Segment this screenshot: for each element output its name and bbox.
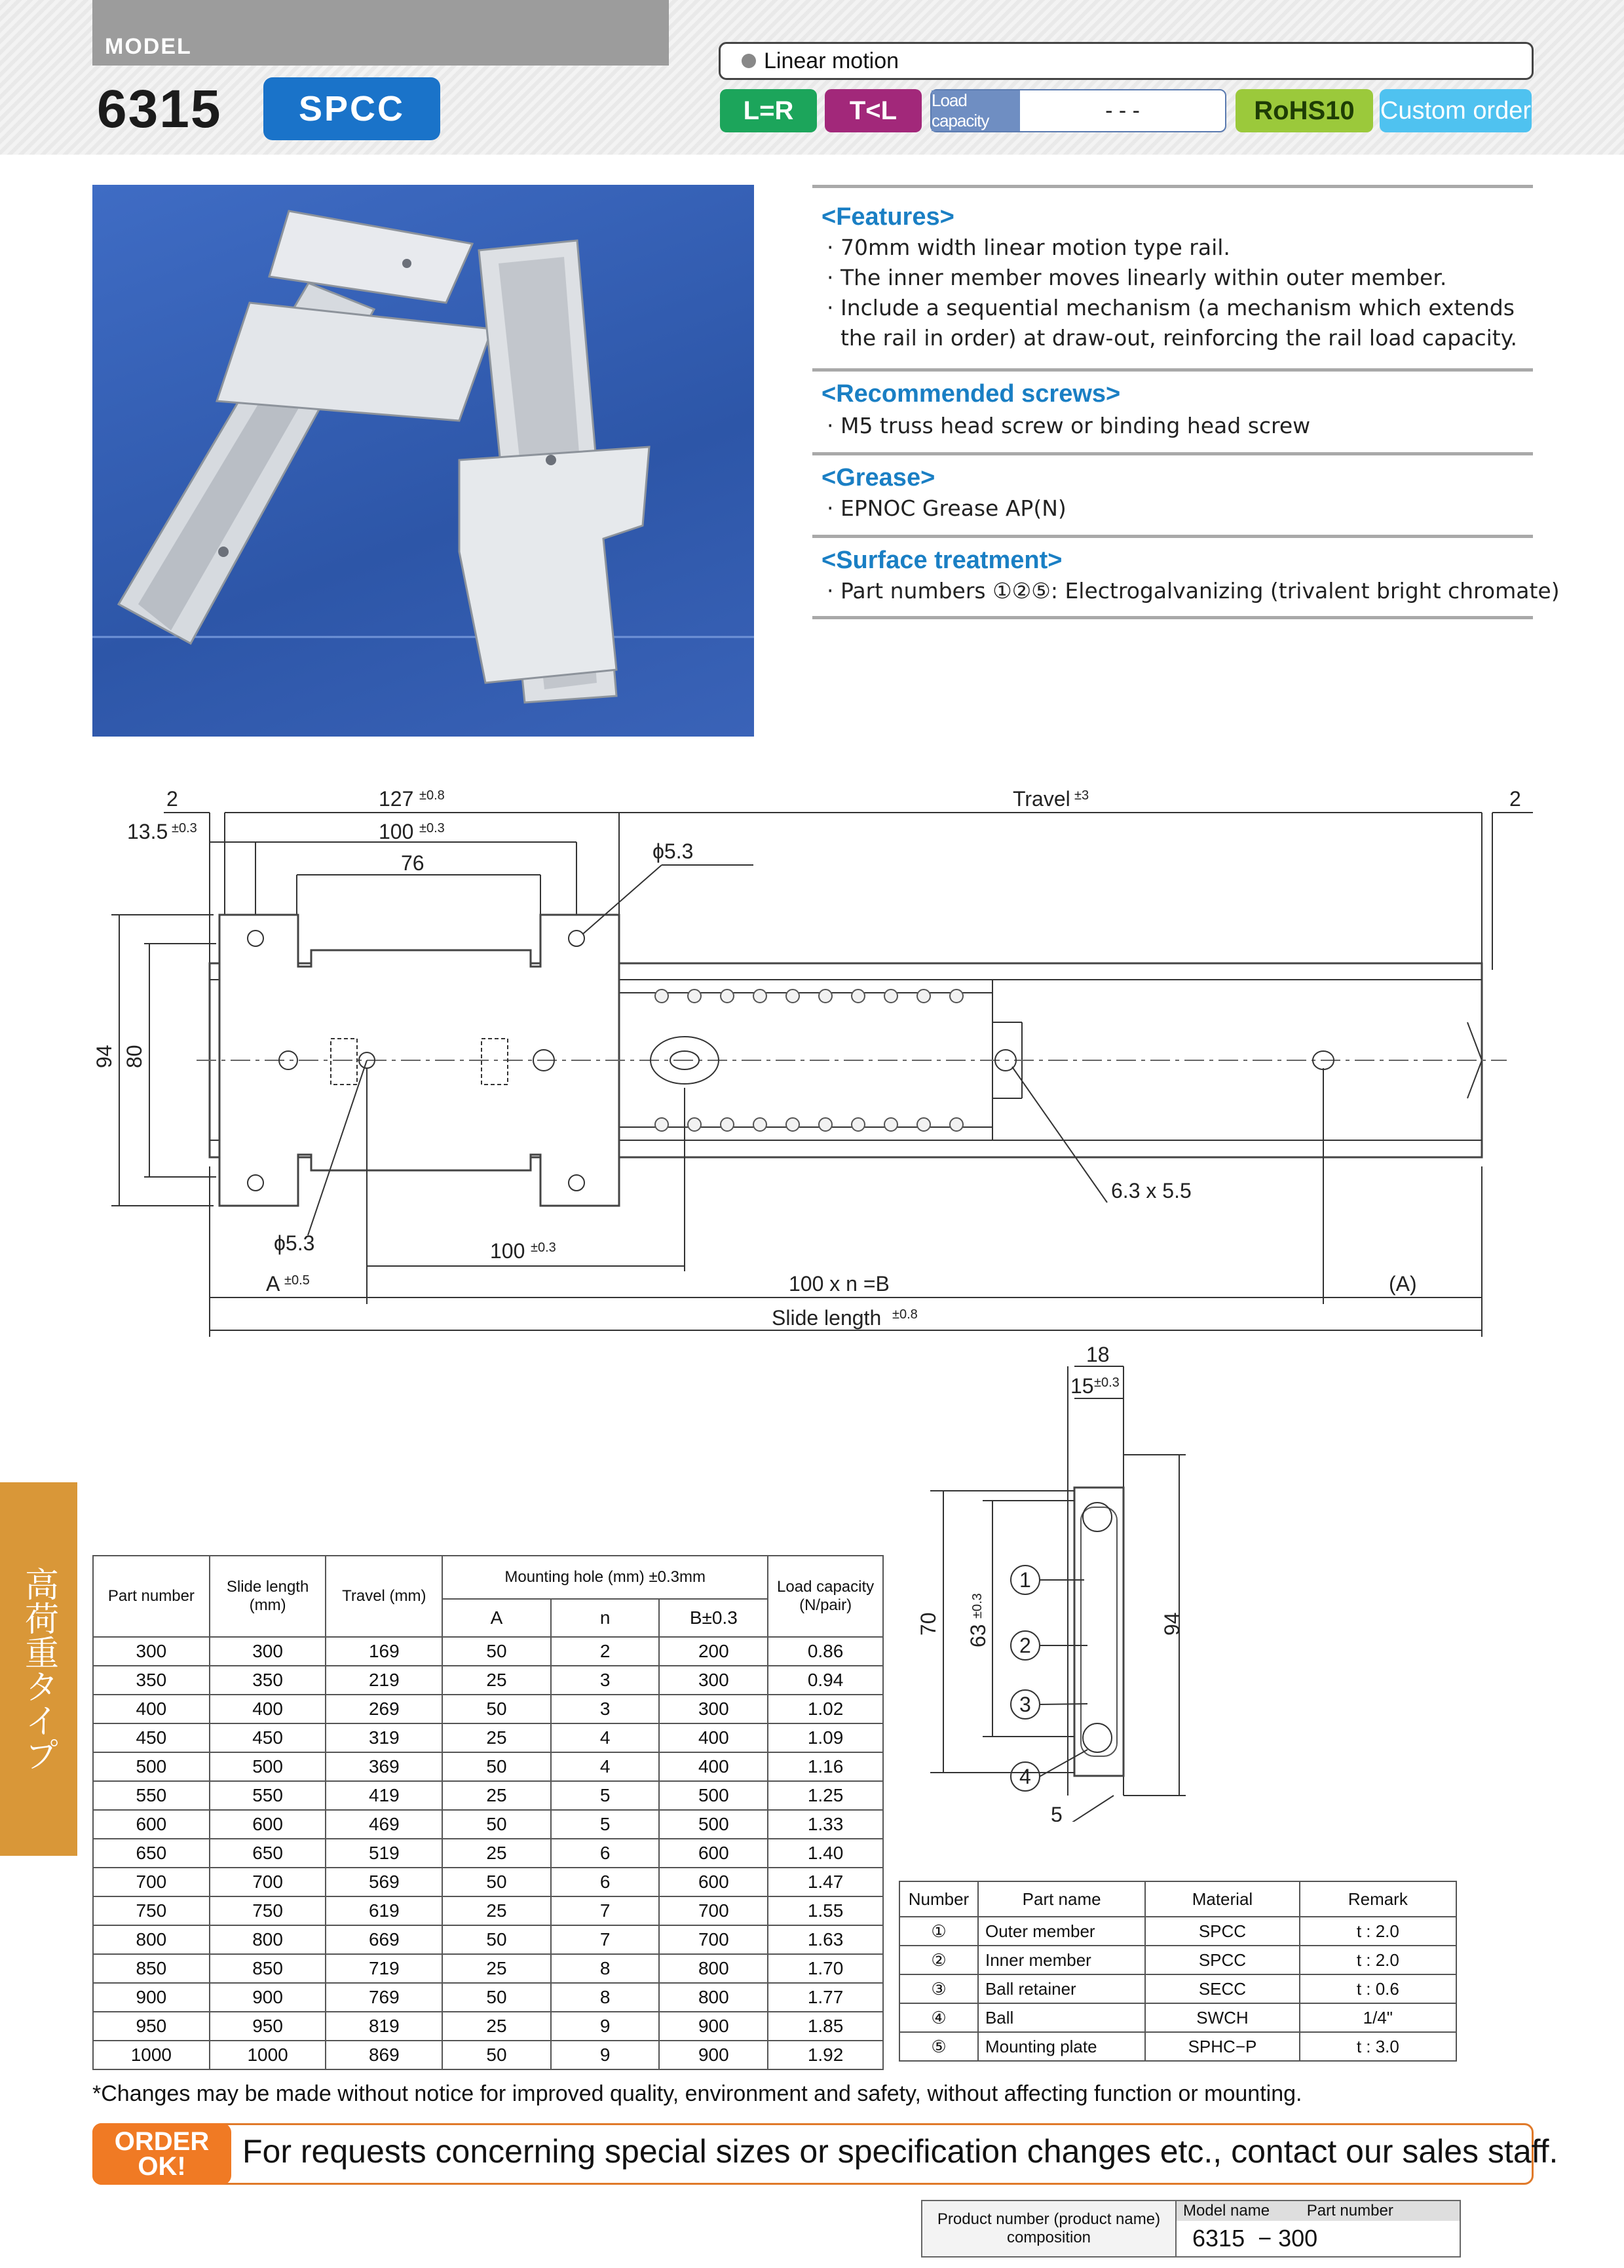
parts-cell: SECC <box>1145 1974 1299 2003</box>
dim-94: 94 <box>92 1045 116 1068</box>
parts-cell: Inner member <box>978 1946 1145 1974</box>
product-photo <box>92 185 754 737</box>
parts-table-body <box>899 1917 1456 2061</box>
product-number-composition <box>921 2200 1461 2258</box>
parts-row <box>899 2032 1456 2061</box>
bullet-dot-icon <box>742 54 756 68</box>
spec-cell: 400 <box>93 1695 210 1723</box>
spec-cell: 900 <box>210 1983 326 2012</box>
spec-cell: 950 <box>210 2012 326 2041</box>
spec-cell: 0.94 <box>768 1666 883 1695</box>
spec-cell: 400 <box>659 1723 768 1752</box>
spec-cell: 3 <box>551 1666 660 1695</box>
dim-13-5: 13.5 <box>127 820 168 843</box>
spec-cell: 300 <box>93 1637 210 1666</box>
spec-cell: 300 <box>210 1637 326 1666</box>
spec-cell: 800 <box>659 1983 768 2012</box>
spec-table-body <box>93 1637 883 2069</box>
parts-cell: Mounting plate <box>978 2032 1145 2061</box>
spec-cell: 1.47 <box>768 1868 883 1896</box>
spec-cell: 700 <box>659 1896 768 1925</box>
section-dim-63-tol: ±0.3 <box>970 1593 985 1619</box>
features-line-4: the rail in order) at draw-out, reinforcing the rail load capacity. <box>827 325 1518 351</box>
header-load-capacity: Load capacity (N/pair) <box>768 1556 883 1637</box>
dim-a-paren: (A) <box>1389 1272 1417 1296</box>
parts-cell: Outer member <box>978 1917 1145 1946</box>
spec-cell: 300 <box>659 1666 768 1695</box>
slide-rail-photo-illustration <box>92 185 754 737</box>
spec-cell: 800 <box>210 1925 326 1954</box>
grease-line-1: · EPNOC Grease AP(N) <box>827 495 1067 521</box>
parts-cell: SPCC <box>1145 1946 1299 1974</box>
spec-cell: 219 <box>326 1666 442 1695</box>
spec-cell: 500 <box>659 1810 768 1839</box>
spec-cell: 2 <box>551 1637 660 1666</box>
spec-cell: 25 <box>442 1723 551 1752</box>
callout-2: 2 <box>1019 1634 1031 1657</box>
spec-cell: 550 <box>210 1781 326 1810</box>
spec-cell: 869 <box>326 2041 442 2069</box>
surface-line-1: · Part numbers ①②⑤: Electrogalvanizing (trivalent bright chromate) <box>827 578 1560 604</box>
spec-cell: 1.09 <box>768 1723 883 1752</box>
parts-cell: Ball <box>978 2003 1145 2032</box>
header-slide-length: Slide length (mm) <box>210 1556 326 1637</box>
dim-slot: 6.3 x 5.5 <box>1111 1179 1192 1202</box>
spec-row <box>93 1637 883 1666</box>
spec-cell: 669 <box>326 1925 442 1954</box>
callout-3: 3 <box>1019 1693 1031 1716</box>
spec-row <box>93 2012 883 2041</box>
model-label: MODEL <box>105 34 192 59</box>
spec-cell: 50 <box>442 1637 551 1666</box>
features-line-3: · Include a sequential mechanism (a mechanism which extends <box>827 295 1515 320</box>
spec-cell: 850 <box>93 1954 210 1983</box>
surface-bottom-rule <box>812 616 1533 619</box>
screws-line-1: · M5 truss head screw or binding head screw <box>827 413 1311 438</box>
spec-cell: 1000 <box>210 2041 326 2069</box>
spec-cell: 350 <box>210 1666 326 1695</box>
model-number: 6315 <box>97 79 222 139</box>
spec-cell: 1.33 <box>768 1810 883 1839</box>
spec-cell: 719 <box>326 1954 442 1983</box>
spec-cell: 550 <box>93 1781 210 1810</box>
spec-cell: 500 <box>659 1781 768 1810</box>
dim-2-right: 2 <box>1509 787 1521 811</box>
grease-rule <box>812 452 1533 455</box>
load-capacity-value: - - - <box>1105 98 1140 123</box>
spec-cell: 400 <box>659 1752 768 1781</box>
spec-cell: 369 <box>326 1752 442 1781</box>
spec-cell: 50 <box>442 1695 551 1723</box>
spec-cell: 900 <box>93 1983 210 2012</box>
spec-cell: 400 <box>210 1695 326 1723</box>
order-text: For requests concerning special sizes or specification changes etc., contact our sales staff. <box>242 2133 1558 2170</box>
grease-heading: <Grease> <box>821 464 935 491</box>
composition-model-name-label: Model name <box>1183 2202 1270 2220</box>
spec-row <box>93 1752 883 1781</box>
section-dim-63: 63 <box>966 1624 990 1647</box>
order-ok-badge <box>92 2123 231 2185</box>
header-travel: Travel (mm) <box>326 1556 442 1637</box>
dim-76: 76 <box>401 851 425 875</box>
spec-cell: 50 <box>442 1752 551 1781</box>
dim-travel-tol: ±3 <box>1074 788 1089 803</box>
spec-cell: 25 <box>442 1781 551 1810</box>
dim-b: 100 x n =B <box>789 1272 890 1296</box>
parts-header-material: Material <box>1145 1881 1299 1917</box>
spec-cell: 1.55 <box>768 1896 883 1925</box>
parts-cell: Ball retainer <box>978 1974 1145 2003</box>
screws-rule <box>812 368 1533 372</box>
parts-cell: t : 3.0 <box>1300 2032 1456 2061</box>
spec-cell: 769 <box>326 1983 442 2012</box>
spec-cell: 450 <box>210 1723 326 1752</box>
section-dim-70: 70 <box>916 1612 940 1636</box>
spec-cell: 600 <box>93 1810 210 1839</box>
parts-table <box>899 1881 1457 2062</box>
spec-cell: 750 <box>210 1896 326 1925</box>
features-line-1: · 70mm width linear motion type rail. <box>827 235 1230 260</box>
tl-tag: T<L <box>825 89 922 132</box>
spec-row <box>93 1839 883 1868</box>
parts-cell: ① <box>899 1917 978 1946</box>
spec-cell: 269 <box>326 1695 442 1723</box>
spec-cell: 619 <box>326 1896 442 1925</box>
spec-cell: 1.63 <box>768 1925 883 1954</box>
spec-cell: 1.77 <box>768 1983 883 2012</box>
spec-row <box>93 1983 883 2012</box>
spec-cell: 0.86 <box>768 1637 883 1666</box>
spec-cell: 900 <box>659 2041 768 2069</box>
spec-cell: 600 <box>659 1839 768 1868</box>
spec-cell: 25 <box>442 1666 551 1695</box>
spec-cell: 1.16 <box>768 1752 883 1781</box>
spec-cell: 819 <box>326 2012 442 2041</box>
spec-cell: 950 <box>93 2012 210 2041</box>
load-capacity-label: Load capacity <box>932 90 1020 131</box>
parts-header-remark: Remark <box>1300 1881 1456 1917</box>
spec-cell: 25 <box>442 1896 551 1925</box>
changes-note: *Changes may be made without notice for improved quality, environment and safety, without affecting function or mounting. <box>92 2081 1302 2106</box>
spec-cell: 700 <box>659 1925 768 1954</box>
section-dim-18: 18 <box>1086 1343 1110 1366</box>
spec-row <box>93 1896 883 1925</box>
spec-cell: 200 <box>659 1637 768 1666</box>
spec-cell: 9 <box>551 2012 660 2041</box>
parts-row <box>899 2003 1456 2032</box>
spec-cell: 25 <box>442 1839 551 1868</box>
dim-a: A <box>266 1272 280 1296</box>
spec-cell: 650 <box>210 1839 326 1868</box>
spec-cell: 1.25 <box>768 1781 883 1810</box>
screws-heading: <Recommended screws> <box>821 380 1121 408</box>
spec-cell: 4 <box>551 1723 660 1752</box>
spec-cell: 1000 <box>93 2041 210 2069</box>
parts-header-name: Part name <box>978 1881 1145 1917</box>
spec-cell: 600 <box>210 1810 326 1839</box>
parts-cell: SPHC−P <box>1145 2032 1299 2061</box>
spec-cell: 1.40 <box>768 1839 883 1868</box>
spec-cell: 850 <box>210 1954 326 1983</box>
dim-2-left: 2 <box>166 787 178 811</box>
spec-cell: 4 <box>551 1752 660 1781</box>
parts-cell: t : 2.0 <box>1300 1917 1456 1946</box>
parts-cell: ⑤ <box>899 2032 978 2061</box>
spec-cell: 50 <box>442 2041 551 2069</box>
parts-row <box>899 1974 1456 2003</box>
spec-cell: 319 <box>326 1723 442 1752</box>
rohs-tag: RoHS10 <box>1236 89 1373 132</box>
spec-row <box>93 1723 883 1752</box>
spec-cell: 1.85 <box>768 2012 883 2041</box>
spec-cell: 1.92 <box>768 2041 883 2069</box>
spec-row <box>93 2041 883 2069</box>
spec-cell: 800 <box>93 1925 210 1954</box>
composition-value: 6315 − 300 <box>1176 2221 1460 2257</box>
header-n: n <box>551 1599 660 1637</box>
parts-cell: SWCH <box>1145 2003 1299 2032</box>
lr-tag: L=R <box>720 89 817 132</box>
parts-row <box>899 1917 1456 1946</box>
spec-table <box>92 1555 884 2070</box>
dim-a-tol: ±0.5 <box>284 1273 310 1288</box>
spec-row <box>93 1954 883 1983</box>
dim-phi-bottom: ϕ5.3 <box>274 1231 315 1255</box>
dim-100-bottom-tol: ±0.3 <box>531 1240 556 1255</box>
parts-cell: SPCC <box>1145 1917 1299 1946</box>
header-mounting-hole: Mounting hole (mm) ±0.3mm <box>442 1556 768 1599</box>
load-capacity-tag <box>930 89 1226 132</box>
order-badge-line2: OK! <box>138 2152 186 2181</box>
spec-cell: 25 <box>442 2012 551 2041</box>
dim-127-tol: ±0.8 <box>419 788 445 803</box>
spec-row <box>93 1695 883 1723</box>
spec-cell: 6 <box>551 1839 660 1868</box>
dim-slide-tol: ±0.8 <box>892 1307 918 1322</box>
spec-row <box>93 1666 883 1695</box>
spec-cell: 50 <box>442 1983 551 2012</box>
parts-cell: ③ <box>899 1974 978 2003</box>
dim-127: 127 <box>379 787 414 811</box>
spec-row <box>93 1868 883 1896</box>
spec-cell: 700 <box>210 1868 326 1896</box>
features-heading: <Features> <box>821 203 954 231</box>
surface-rule <box>812 535 1533 538</box>
spec-cell: 5 <box>551 1781 660 1810</box>
spec-cell: 350 <box>93 1666 210 1695</box>
parts-cell: ④ <box>899 2003 978 2032</box>
material-badge: SPCC <box>263 77 440 140</box>
spec-cell: 50 <box>442 1868 551 1896</box>
callout-5: 5 <box>1051 1803 1063 1822</box>
spec-row <box>93 1925 883 1954</box>
surface-heading: <Surface treatment> <box>821 547 1063 574</box>
spec-cell: 500 <box>93 1752 210 1781</box>
spec-cell: 50 <box>442 1925 551 1954</box>
spec-cell: 25 <box>442 1954 551 1983</box>
spec-cell: 50 <box>442 1810 551 1839</box>
spec-cell: 1.70 <box>768 1954 883 1983</box>
parts-cell: t : 2.0 <box>1300 1946 1456 1974</box>
order-badge-line1: ORDER <box>114 2127 210 2156</box>
section-dim-94: 94 <box>1160 1612 1184 1636</box>
dim-phi-top: ϕ5.3 <box>652 839 694 863</box>
parts-cell: ② <box>899 1946 978 1974</box>
callout-4: 4 <box>1019 1765 1031 1788</box>
spec-cell: 419 <box>326 1781 442 1810</box>
header-a: A <box>442 1599 551 1637</box>
custom-order-tag: Custom order <box>1380 89 1532 132</box>
spec-cell: 700 <box>93 1868 210 1896</box>
spec-cell: 569 <box>326 1868 442 1896</box>
spec-row <box>93 1810 883 1839</box>
spec-cell: 650 <box>93 1839 210 1868</box>
motion-type-box <box>719 42 1534 80</box>
spec-cell: 600 <box>659 1868 768 1896</box>
section-dim-15-tol: ±0.3 <box>1094 1375 1120 1390</box>
features-rule <box>812 185 1533 188</box>
spec-cell: 450 <box>93 1723 210 1752</box>
spec-cell: 9 <box>551 2041 660 2069</box>
spec-cell: 6 <box>551 1868 660 1896</box>
dim-100-top: 100 <box>379 820 414 843</box>
dim-80: 80 <box>123 1045 146 1068</box>
spec-cell: 1.02 <box>768 1695 883 1723</box>
spec-cell: 169 <box>326 1637 442 1666</box>
callout-1: 1 <box>1019 1568 1031 1592</box>
spec-cell: 8 <box>551 1954 660 1983</box>
spec-cell: 7 <box>551 1925 660 1954</box>
header-part-number: Part number <box>93 1556 210 1637</box>
dim-100-bottom: 100 <box>490 1239 525 1263</box>
spec-cell: 900 <box>659 2012 768 2041</box>
dim-travel: Travel <box>1013 787 1070 811</box>
spec-cell: 5 <box>551 1810 660 1839</box>
parts-cell: t : 0.6 <box>1300 1974 1456 2003</box>
parts-row <box>899 1946 1456 1974</box>
side-category-tab: 高荷重タイプ <box>0 1482 77 1856</box>
spec-cell: 519 <box>326 1839 442 1868</box>
dim-100-top-tol: ±0.3 <box>419 821 445 836</box>
composition-label: Product number (product name) composition <box>922 2201 1176 2257</box>
parts-header-number: Number <box>899 1881 978 1917</box>
spec-cell: 800 <box>659 1954 768 1983</box>
header-b: B±0.3 <box>659 1599 768 1637</box>
spec-cell: 7 <box>551 1896 660 1925</box>
spec-row <box>93 1781 883 1810</box>
spec-cell: 300 <box>659 1695 768 1723</box>
parts-cell: 1/4" <box>1300 2003 1456 2032</box>
composition-part-number-label: Part number <box>1306 2202 1393 2220</box>
composition-labels-row <box>1176 2201 1460 2221</box>
section-dim-15: 15 <box>1070 1374 1094 1398</box>
spec-cell: 3 <box>551 1695 660 1723</box>
motion-type-label: Linear motion <box>764 48 899 73</box>
spec-cell: 500 <box>210 1752 326 1781</box>
features-line-2: · The inner member moves linearly within outer member. <box>827 265 1447 290</box>
spec-cell: 8 <box>551 1983 660 2012</box>
spec-cell: 750 <box>93 1896 210 1925</box>
spec-cell: 469 <box>326 1810 442 1839</box>
dim-13-5-tol: ±0.3 <box>172 821 197 836</box>
dim-slide: Slide length <box>772 1306 882 1330</box>
